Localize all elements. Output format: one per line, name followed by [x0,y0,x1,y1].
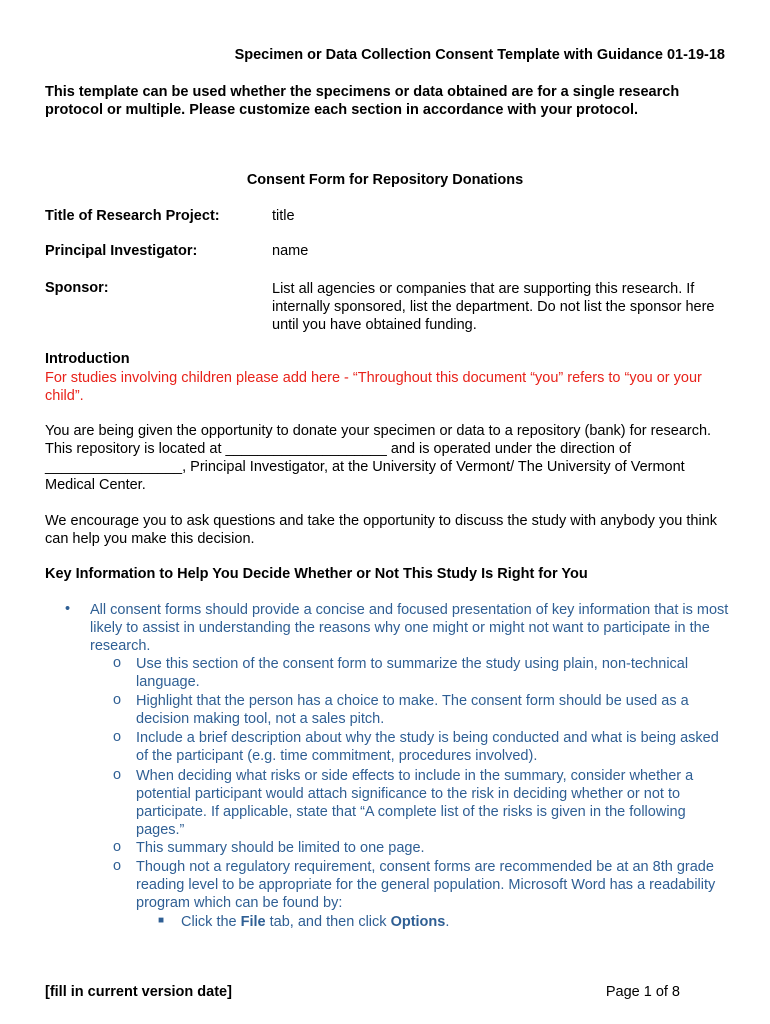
key-info-bullet: All consent forms should provide a concise and focused presentation of key information that is most likely to assist in understanding the reasons why one might or might not want to participate in the research. [90,602,729,654]
circle-bullet-icon: o [113,858,122,874]
sub-item: Though not a regulatory requirement, consent forms are recommended be at an 8th grade reading level to be appropriate for the general population. Microsoft Word has a readability program which can be found by: [136,859,716,911]
form-title: Consent Form for Repository Donations [246,172,524,188]
instruction-text: Click the [181,914,241,930]
options-label: Options [390,914,446,930]
sub-item: Include a brief description about why the study is being conducted and what is being asked of the participant (e.g. time commitment, procedures involved). [136,730,719,764]
field-label-sponsor: Sponsor: [45,280,109,296]
sub-item: Highlight that the person has a choice to make. The consent form should be used as a decision making tool, not a sales pitch. [136,693,689,727]
sub-item: When deciding what risks or side effects to include in the summary, consider whether a potential participant would attach significance to the risk in deciding whether or not to participate. If applicable, state that “A complete list of the risks is given in the following pages.” [136,768,694,838]
field-value-pi: name [272,243,309,259]
document-header: Specimen or Data Collection Consent Template with Guidance 01-19-18 [234,47,725,63]
circle-bullet-icon: o [113,767,122,783]
bullet-icon: • [65,601,71,617]
field-value-title: title [272,208,295,224]
sub-item: Use this section of the consent form to summarize the study using plain, non-technical language. [136,656,689,690]
footer-version-date: [fill in current version date] [45,984,232,1000]
field-label-title: Title of Research Project: [45,208,220,224]
square-bullet-icon: ■ [158,915,165,926]
circle-bullet-icon: o [113,839,122,855]
template-note: This template can be used whether the specimens or data obtained are for a single research protocol or multiple. Please customize each section in accordance with your protocol. [45,84,680,118]
introduction-paragraph-1: You are being given the opportunity to donate your specimen or data to a repository (bank) for research. This repository is located at ____________________ and is operated under the direction of _________________, Principal Investigator, at the University of Vermont/ The University of Vermont Medical Center. [45,423,712,493]
introduction-paragraph-2: We encourage you to ask questions and take the opportunity to discuss the study with anybody you think can help you make this decision. [45,513,717,547]
key-info-heading: Key Information to Help You Decide Whether or Not This Study Is Right for You [45,566,588,582]
field-value-sponsor: List all agencies or companies that are supporting this research. If internally sponsored, list the department. Do not list the sponsor here until you have obtained funding. [272,281,715,333]
sub-sub-item [181,913,721,931]
footer-page-number: Page 1 of 8 [605,984,680,1000]
circle-bullet-icon: o [113,692,122,708]
instruction-text: . [445,914,450,930]
file-tab-label: File [240,914,266,930]
children-note: For studies involving children please add here - “Throughout this document “you” refers to “you or your child”. [45,370,702,404]
sub-item: This summary should be limited to one page. [136,840,425,856]
field-label-pi: Principal Investigator: [45,243,198,259]
introduction-heading: Introduction [45,351,130,367]
circle-bullet-icon: o [113,729,122,745]
instruction-text: tab, and then click [265,914,391,930]
circle-bullet-icon: o [113,655,122,671]
